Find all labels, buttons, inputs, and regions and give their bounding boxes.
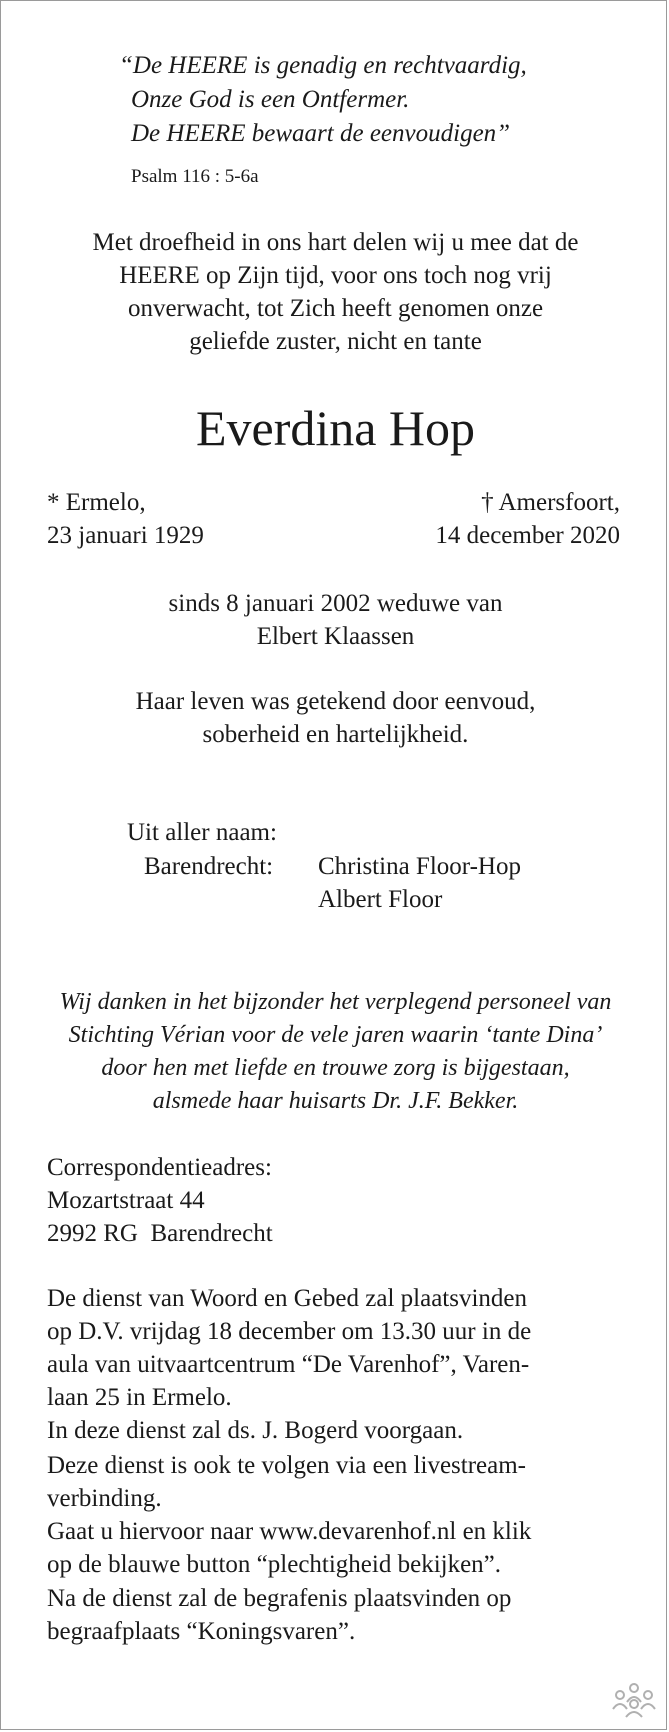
thanks-line: alsmede haar huisarts Dr. J.F. Bekker. [152, 1088, 519, 1114]
address-street: Mozartstraat 44 [47, 1187, 205, 1214]
address-label: Correspondentieadres: [47, 1154, 272, 1181]
widow-note [1, 587, 669, 653]
death-place: † Amersfoort, [481, 489, 620, 516]
quote-line: De HEERE bewaart de eenvoudigen” [131, 120, 511, 147]
life-line: soberheid en hartelijkheid. [202, 721, 469, 748]
widow-line: sinds 8 januari 2002 weduwe van [168, 590, 503, 617]
deceased-name: Everdina Hop [195, 400, 476, 456]
thanks-line: Stichting Vérian voor de vele jaren waarin ‘tante Dina’ [68, 1022, 603, 1048]
service-line: De dienst van Woord en Gebed zal plaatsvinden [47, 1285, 528, 1312]
service-line: laan 25 in Ermelo. [47, 1384, 232, 1411]
service-minister: In deze dienst zal ds. J. Bogerd voorgaan. [47, 1417, 464, 1444]
intro-line: Met droefheid in ons hart delen wij u mee dat de [92, 229, 579, 256]
thanks-note [1, 986, 669, 1118]
service-info [47, 1282, 623, 1447]
death-info [435, 486, 620, 552]
life-description [1, 685, 669, 751]
announcement-intro [1, 226, 669, 358]
family-member: Christina Floor-Hop [318, 853, 521, 880]
quote-line: Onze God is een Ontfermer. [131, 86, 410, 113]
quote-reference: Psalm 116 : 5-6a [131, 166, 259, 187]
intro-line: onverwacht, tot Zich heeft genomen onze [127, 295, 544, 322]
birth-date: 23 januari 1929 [47, 522, 204, 549]
family-member: Albert Floor [318, 886, 443, 913]
quote-line: “De HEERE is genadig en rechtvaardig, [119, 52, 527, 79]
death-date: 14 december 2020 [435, 522, 620, 549]
burial-line: begraafplaats “Koningsvaren”. [47, 1618, 356, 1645]
spouse-name: Elbert Klaassen [256, 623, 415, 650]
thanks-line: door hen met liefde en trouwe zorg is bijgestaan, [101, 1055, 570, 1081]
family-city: Barendrecht: [144, 853, 274, 880]
service-line: op D.V. vrijdag 18 december om 13.30 uur in de [47, 1318, 532, 1345]
family-names [318, 850, 521, 916]
livestream-line: op de blauwe button “plechtigheid bekijken”. [47, 1551, 502, 1578]
correspondence-address [47, 1151, 273, 1250]
livestream-line: Deze dienst is ook te volgen via een livestream- [47, 1452, 527, 1479]
intro-line: geliefde zuster, nicht en tante [189, 328, 482, 355]
birth-info [47, 486, 204, 552]
address-postal: 2992 RG Barendrecht [47, 1220, 273, 1247]
burial-line: Na de dienst zal de begrafenis plaatsvinden op [47, 1585, 512, 1612]
livestream-line: Gaat u hiervoor naar www.devarenhof.nl en klik [47, 1518, 532, 1545]
people-group-icon [610, 1682, 658, 1718]
intro-line: HEERE op Zijn tijd, voor ons toch nog vrij [119, 262, 552, 289]
service-line: aula van uitvaartcentrum “De Varenhof”, Varen- [47, 1351, 530, 1378]
livestream-info [47, 1449, 623, 1581]
birth-place: * Ermelo, [47, 489, 146, 516]
burial-info [47, 1582, 623, 1648]
bible-quote [119, 49, 527, 151]
family-intro: Uit aller naam: [127, 819, 277, 846]
livestream-line: verbinding. [47, 1485, 162, 1512]
life-line: Haar leven was getekend door eenvoud, [135, 688, 536, 715]
thanks-line: Wij danken in het bijzonder het verplegend personeel van [59, 989, 612, 1015]
